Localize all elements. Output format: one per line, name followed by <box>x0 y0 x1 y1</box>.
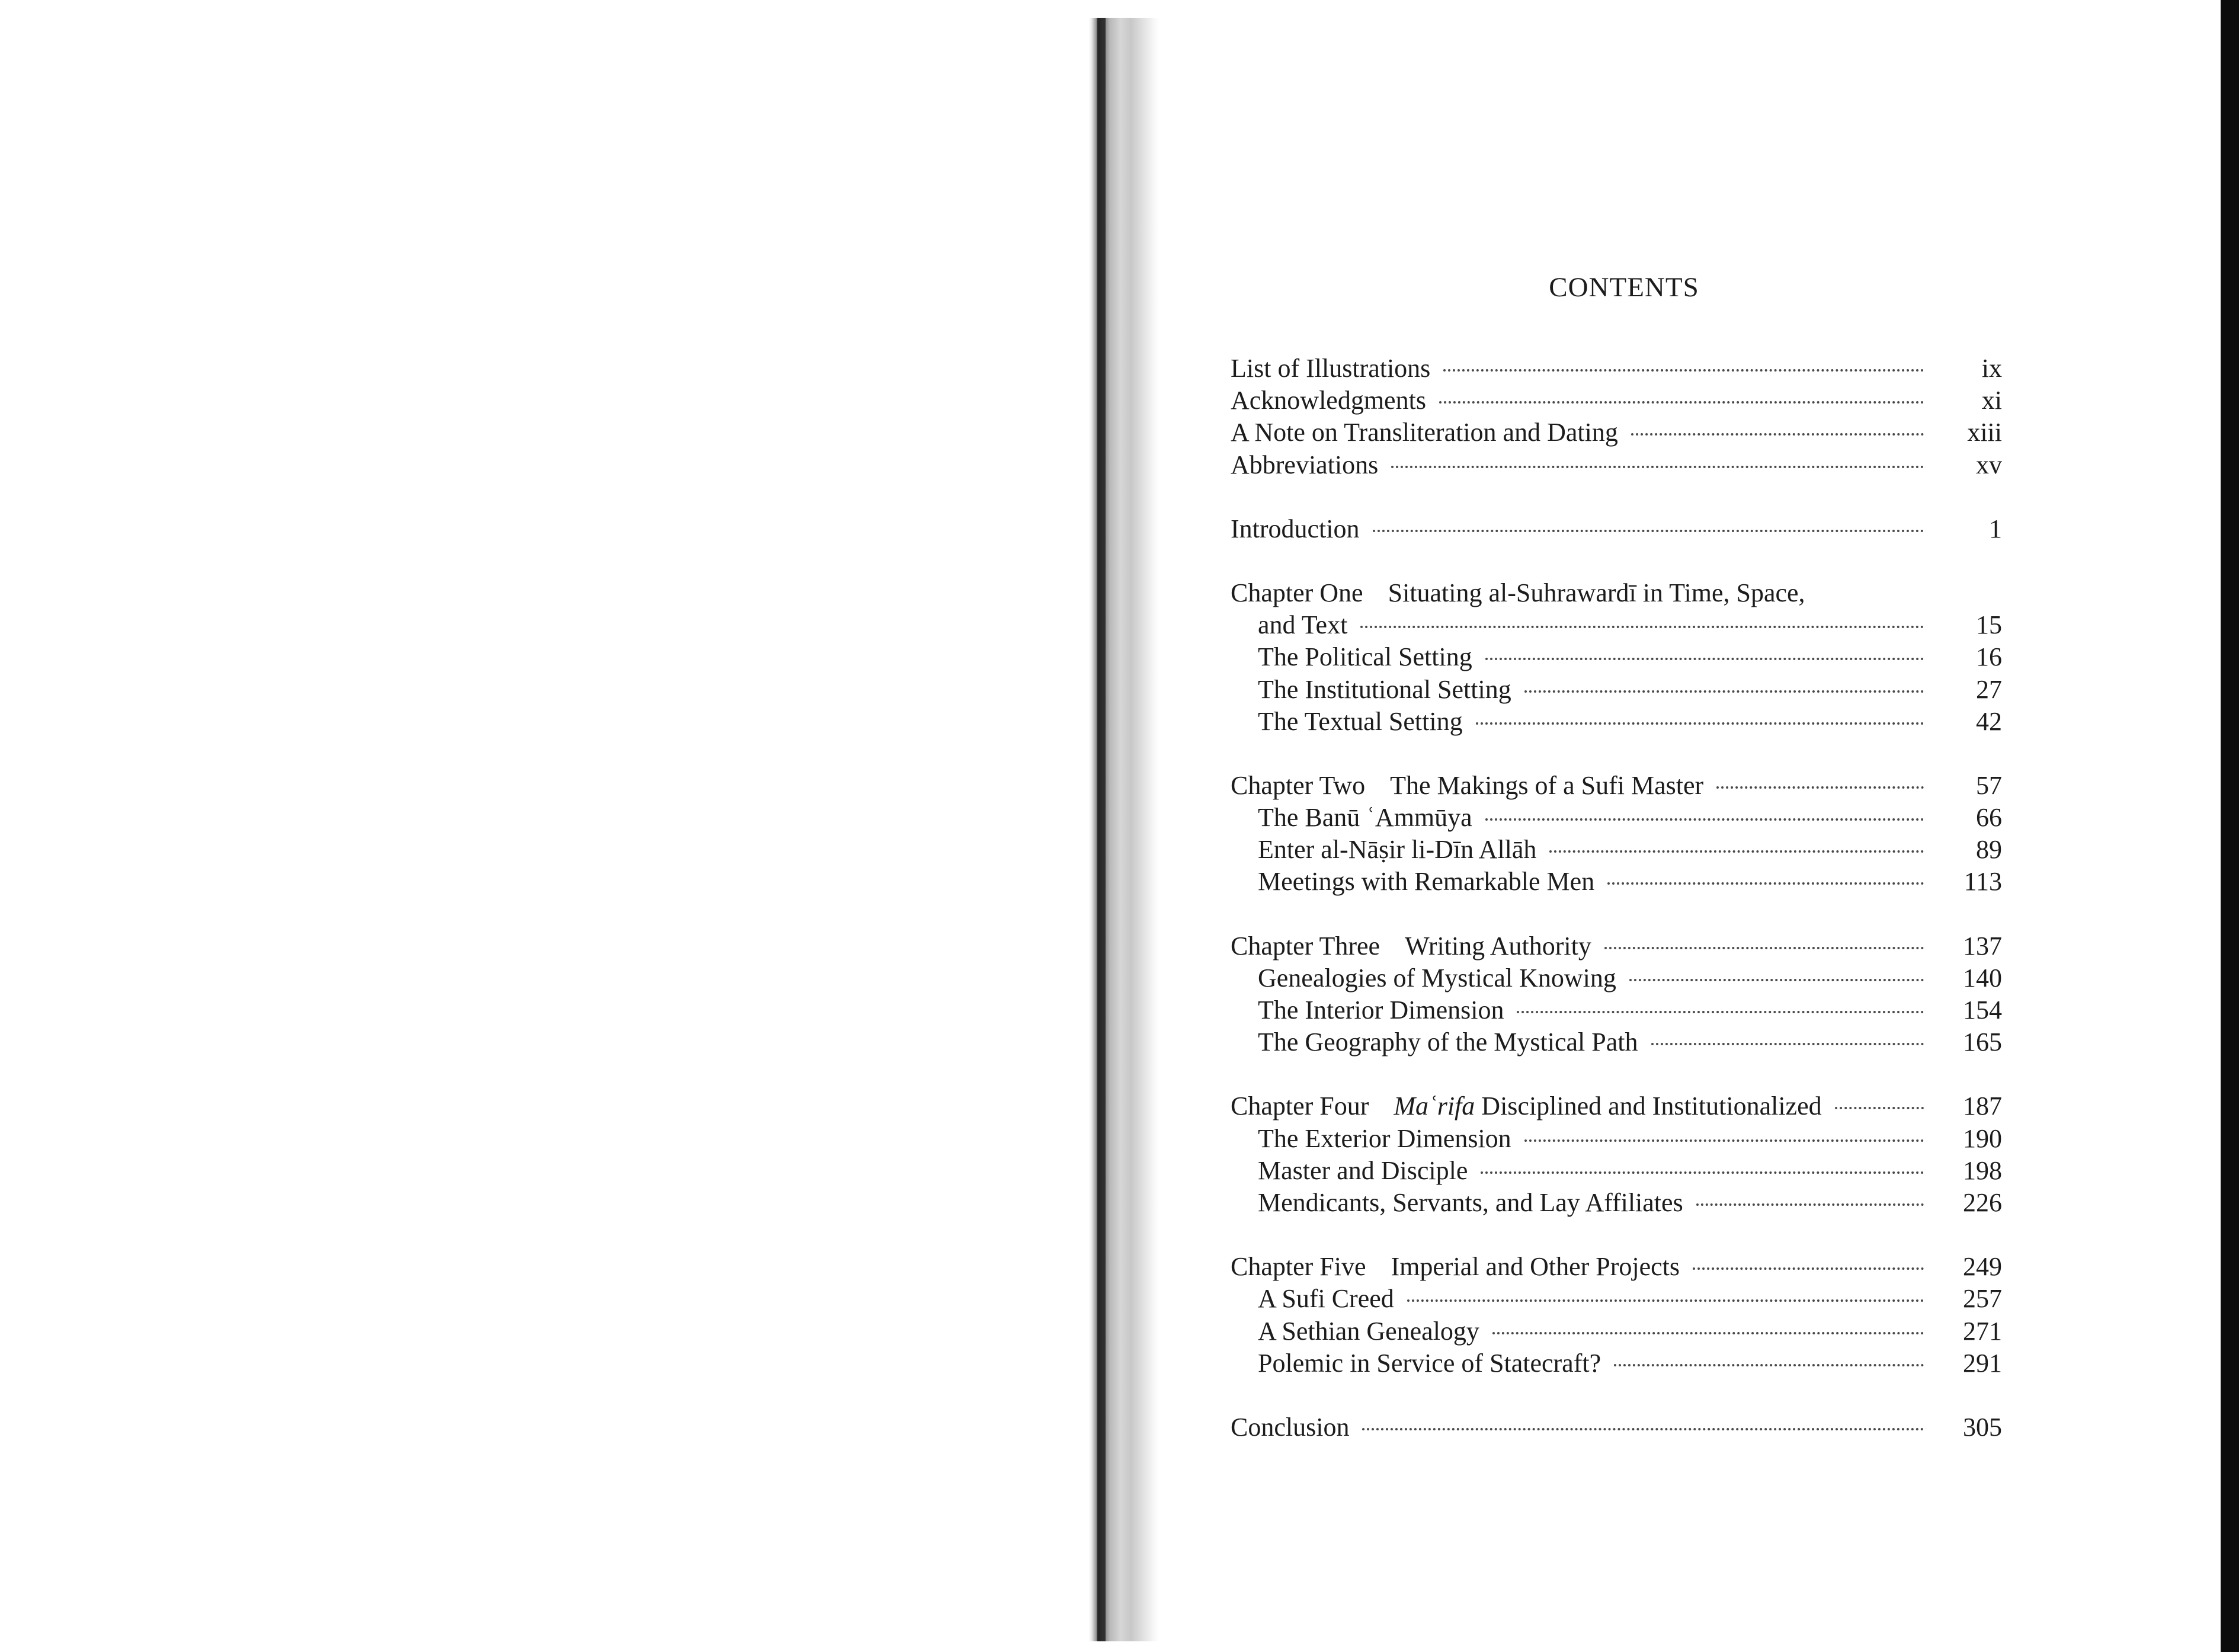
toc-entry <box>1231 385 2002 417</box>
dot-leader <box>1443 369 1924 372</box>
dot-leader <box>1716 786 1924 789</box>
toc-entry-page: 15 <box>1976 610 2002 640</box>
toc-entry <box>1231 1155 2002 1187</box>
chapter-title-italic: Maʿrifa <box>1394 1091 1475 1121</box>
toc-entry-label: Abbreviations <box>1231 450 1379 479</box>
chapter-title: Writing Authority <box>1405 931 1591 961</box>
toc-entry <box>1231 641 2002 673</box>
toc-entry-page: 140 <box>1963 963 2002 993</box>
dot-leader <box>1439 401 1924 404</box>
chapter-title: The Makings of a Sufi Master <box>1390 770 1704 800</box>
dot-leader <box>1614 1364 1924 1366</box>
toc-entry-page: 305 <box>1963 1412 2002 1442</box>
toc-entry-page: 257 <box>1963 1284 2002 1314</box>
contents-title: CONTENTS <box>1549 272 1699 303</box>
toc-entry-page: 226 <box>1963 1187 2002 1217</box>
toc-entry-page: 16 <box>1976 642 2002 672</box>
chapter-title: Imperial and Other Projects <box>1391 1252 1680 1282</box>
contents-page <box>1231 0 2002 1652</box>
chapter-number: Chapter Three <box>1231 931 1380 961</box>
toc-entry-label: List of Illustrations <box>1231 354 1431 383</box>
toc-chapter-heading <box>1231 1251 1680 1283</box>
toc-entry-label: The Textual Setting <box>1258 706 1463 736</box>
chapter-title: Situating al-Suhrawardī in Time, Space, <box>1388 578 1805 607</box>
chapter-number: Chapter Five <box>1231 1252 1366 1282</box>
chapter-number: Chapter One <box>1231 578 1363 607</box>
toc-entry-label: Enter al-Nāṣir li-Dīn Allāh <box>1258 835 1537 865</box>
dot-leader <box>1549 850 1924 853</box>
toc-entry <box>1231 674 2002 706</box>
toc-entry-page: 113 <box>1963 867 2002 897</box>
dot-leader <box>1696 1203 1924 1206</box>
toc-chapter-entry <box>1231 1090 2002 1122</box>
toc-chapter-entry <box>1231 577 2002 609</box>
toc-entry-label: and Text <box>1258 610 1348 640</box>
toc-entry-page: xi <box>1981 386 2002 415</box>
toc-entry <box>1231 1315 2002 1347</box>
toc-entry <box>1231 866 2002 898</box>
toc-entry-label: Master and Disciple <box>1258 1155 1468 1185</box>
toc-entry <box>1231 353 2002 385</box>
toc-entry <box>1231 834 2002 866</box>
toc-entry-page: 198 <box>1963 1155 2002 1185</box>
dot-leader <box>1373 530 1924 532</box>
dot-leader <box>1524 690 1924 693</box>
scan-edge-bar <box>2221 0 2239 1652</box>
dot-leader <box>1835 1107 1924 1109</box>
toc-entry-page: 271 <box>1963 1316 2002 1346</box>
toc-entry-label: A Note on Transliteration and Dating <box>1231 418 1618 447</box>
dot-leader <box>1604 947 1924 949</box>
toc-entry-page: 187 <box>1963 1091 2002 1121</box>
toc-entry-label: The Exterior Dimension <box>1258 1123 1511 1153</box>
toc-entry <box>1231 417 2002 449</box>
toc-entry <box>1231 609 2002 641</box>
toc-entry <box>1231 513 2002 545</box>
dot-leader <box>1407 1299 1924 1302</box>
toc-entry-page: 165 <box>1963 1027 2002 1057</box>
toc-entry-page: 1 <box>1989 514 2002 543</box>
dot-leader <box>1524 1139 1924 1142</box>
toc-entry-label: Meetings with Remarkable Men <box>1258 867 1595 897</box>
toc-entry-label: Acknowledgments <box>1231 386 1426 415</box>
dot-leader <box>1362 1428 1924 1430</box>
toc-entry <box>1231 1123 2002 1155</box>
toc-entry-page: xv <box>1976 450 2002 479</box>
dot-leader <box>1651 1043 1924 1045</box>
toc-entry <box>1231 994 2002 1026</box>
toc-entry <box>1231 706 2002 738</box>
toc-entry-page: 249 <box>1963 1252 2002 1282</box>
toc-entry-page: 66 <box>1976 803 2002 833</box>
toc-entry <box>1231 1187 2002 1219</box>
chapter-title: Disciplined and Institutionalized <box>1475 1091 1822 1121</box>
dot-leader <box>1693 1267 1924 1270</box>
blank-left-page <box>0 0 1089 1652</box>
dot-leader <box>1629 979 1924 981</box>
toc-chapter-entry <box>1231 1251 2002 1283</box>
toc-entry <box>1231 962 2002 994</box>
toc-entry <box>1231 1411 2002 1443</box>
toc-entry-label: Polemic in Service of Statecraft? <box>1258 1348 1601 1378</box>
dot-leader <box>1360 626 1924 628</box>
dot-leader <box>1492 1332 1924 1334</box>
dot-leader <box>1391 466 1924 468</box>
toc-entry-page: ix <box>1981 354 2002 383</box>
toc-entry-label: The Banū ʿAmmūya <box>1258 803 1472 833</box>
toc-entry-label: Mendicants, Servants, and Lay Affiliates <box>1258 1187 1683 1217</box>
toc-entry-label: Conclusion <box>1231 1412 1350 1442</box>
toc-chapter-entry <box>1231 930 2002 962</box>
toc-entry-page: 137 <box>1963 931 2002 961</box>
toc-chapter-heading <box>1231 577 1805 609</box>
toc-entry-page: xiii <box>1967 418 2002 447</box>
toc-entry <box>1231 449 2002 481</box>
toc-entry-page: 89 <box>1976 835 2002 865</box>
book-gutter-edge <box>1097 18 1106 1641</box>
toc-entry-label: Genealogies of Mystical Knowing <box>1258 963 1616 993</box>
toc-chapter-heading <box>1231 770 1703 802</box>
chapter-number: Chapter Four <box>1231 1091 1369 1121</box>
toc-entry-label: The Political Setting <box>1258 642 1472 672</box>
toc-entry-page: 291 <box>1963 1348 2002 1378</box>
contents-list <box>1231 353 2002 1443</box>
toc-entry <box>1231 1026 2002 1058</box>
toc-chapter-heading <box>1231 930 1591 962</box>
dot-leader <box>1485 818 1924 821</box>
toc-entry-page: 190 <box>1963 1123 2002 1153</box>
dot-leader <box>1631 433 1924 436</box>
dot-leader <box>1481 1171 1924 1174</box>
toc-entry-label: The Geography of the Mystical Path <box>1258 1027 1638 1057</box>
toc-chapter-heading <box>1231 1090 1822 1122</box>
toc-entry-page: 42 <box>1976 706 2002 736</box>
toc-entry-label: A Sufi Creed <box>1258 1284 1394 1314</box>
toc-chapter-entry <box>1231 770 2002 802</box>
chapter-number: Chapter Two <box>1231 770 1366 800</box>
dot-leader <box>1607 882 1924 885</box>
toc-entry-label: The Interior Dimension <box>1258 995 1504 1025</box>
toc-entry <box>1231 1283 2002 1315</box>
toc-entry <box>1231 1347 2002 1379</box>
toc-entry-page: 27 <box>1976 674 2002 704</box>
toc-entry-page: 154 <box>1963 995 2002 1025</box>
toc-entry-page: 57 <box>1976 770 2002 800</box>
toc-entry-label: Introduction <box>1231 514 1360 543</box>
dot-leader <box>1517 1011 1924 1013</box>
toc-entry <box>1231 802 2002 834</box>
dot-leader <box>1485 658 1924 660</box>
toc-entry-label: The Institutional Setting <box>1258 674 1511 704</box>
dot-leader <box>1476 722 1924 725</box>
toc-entry-label: A Sethian Genealogy <box>1258 1316 1479 1346</box>
